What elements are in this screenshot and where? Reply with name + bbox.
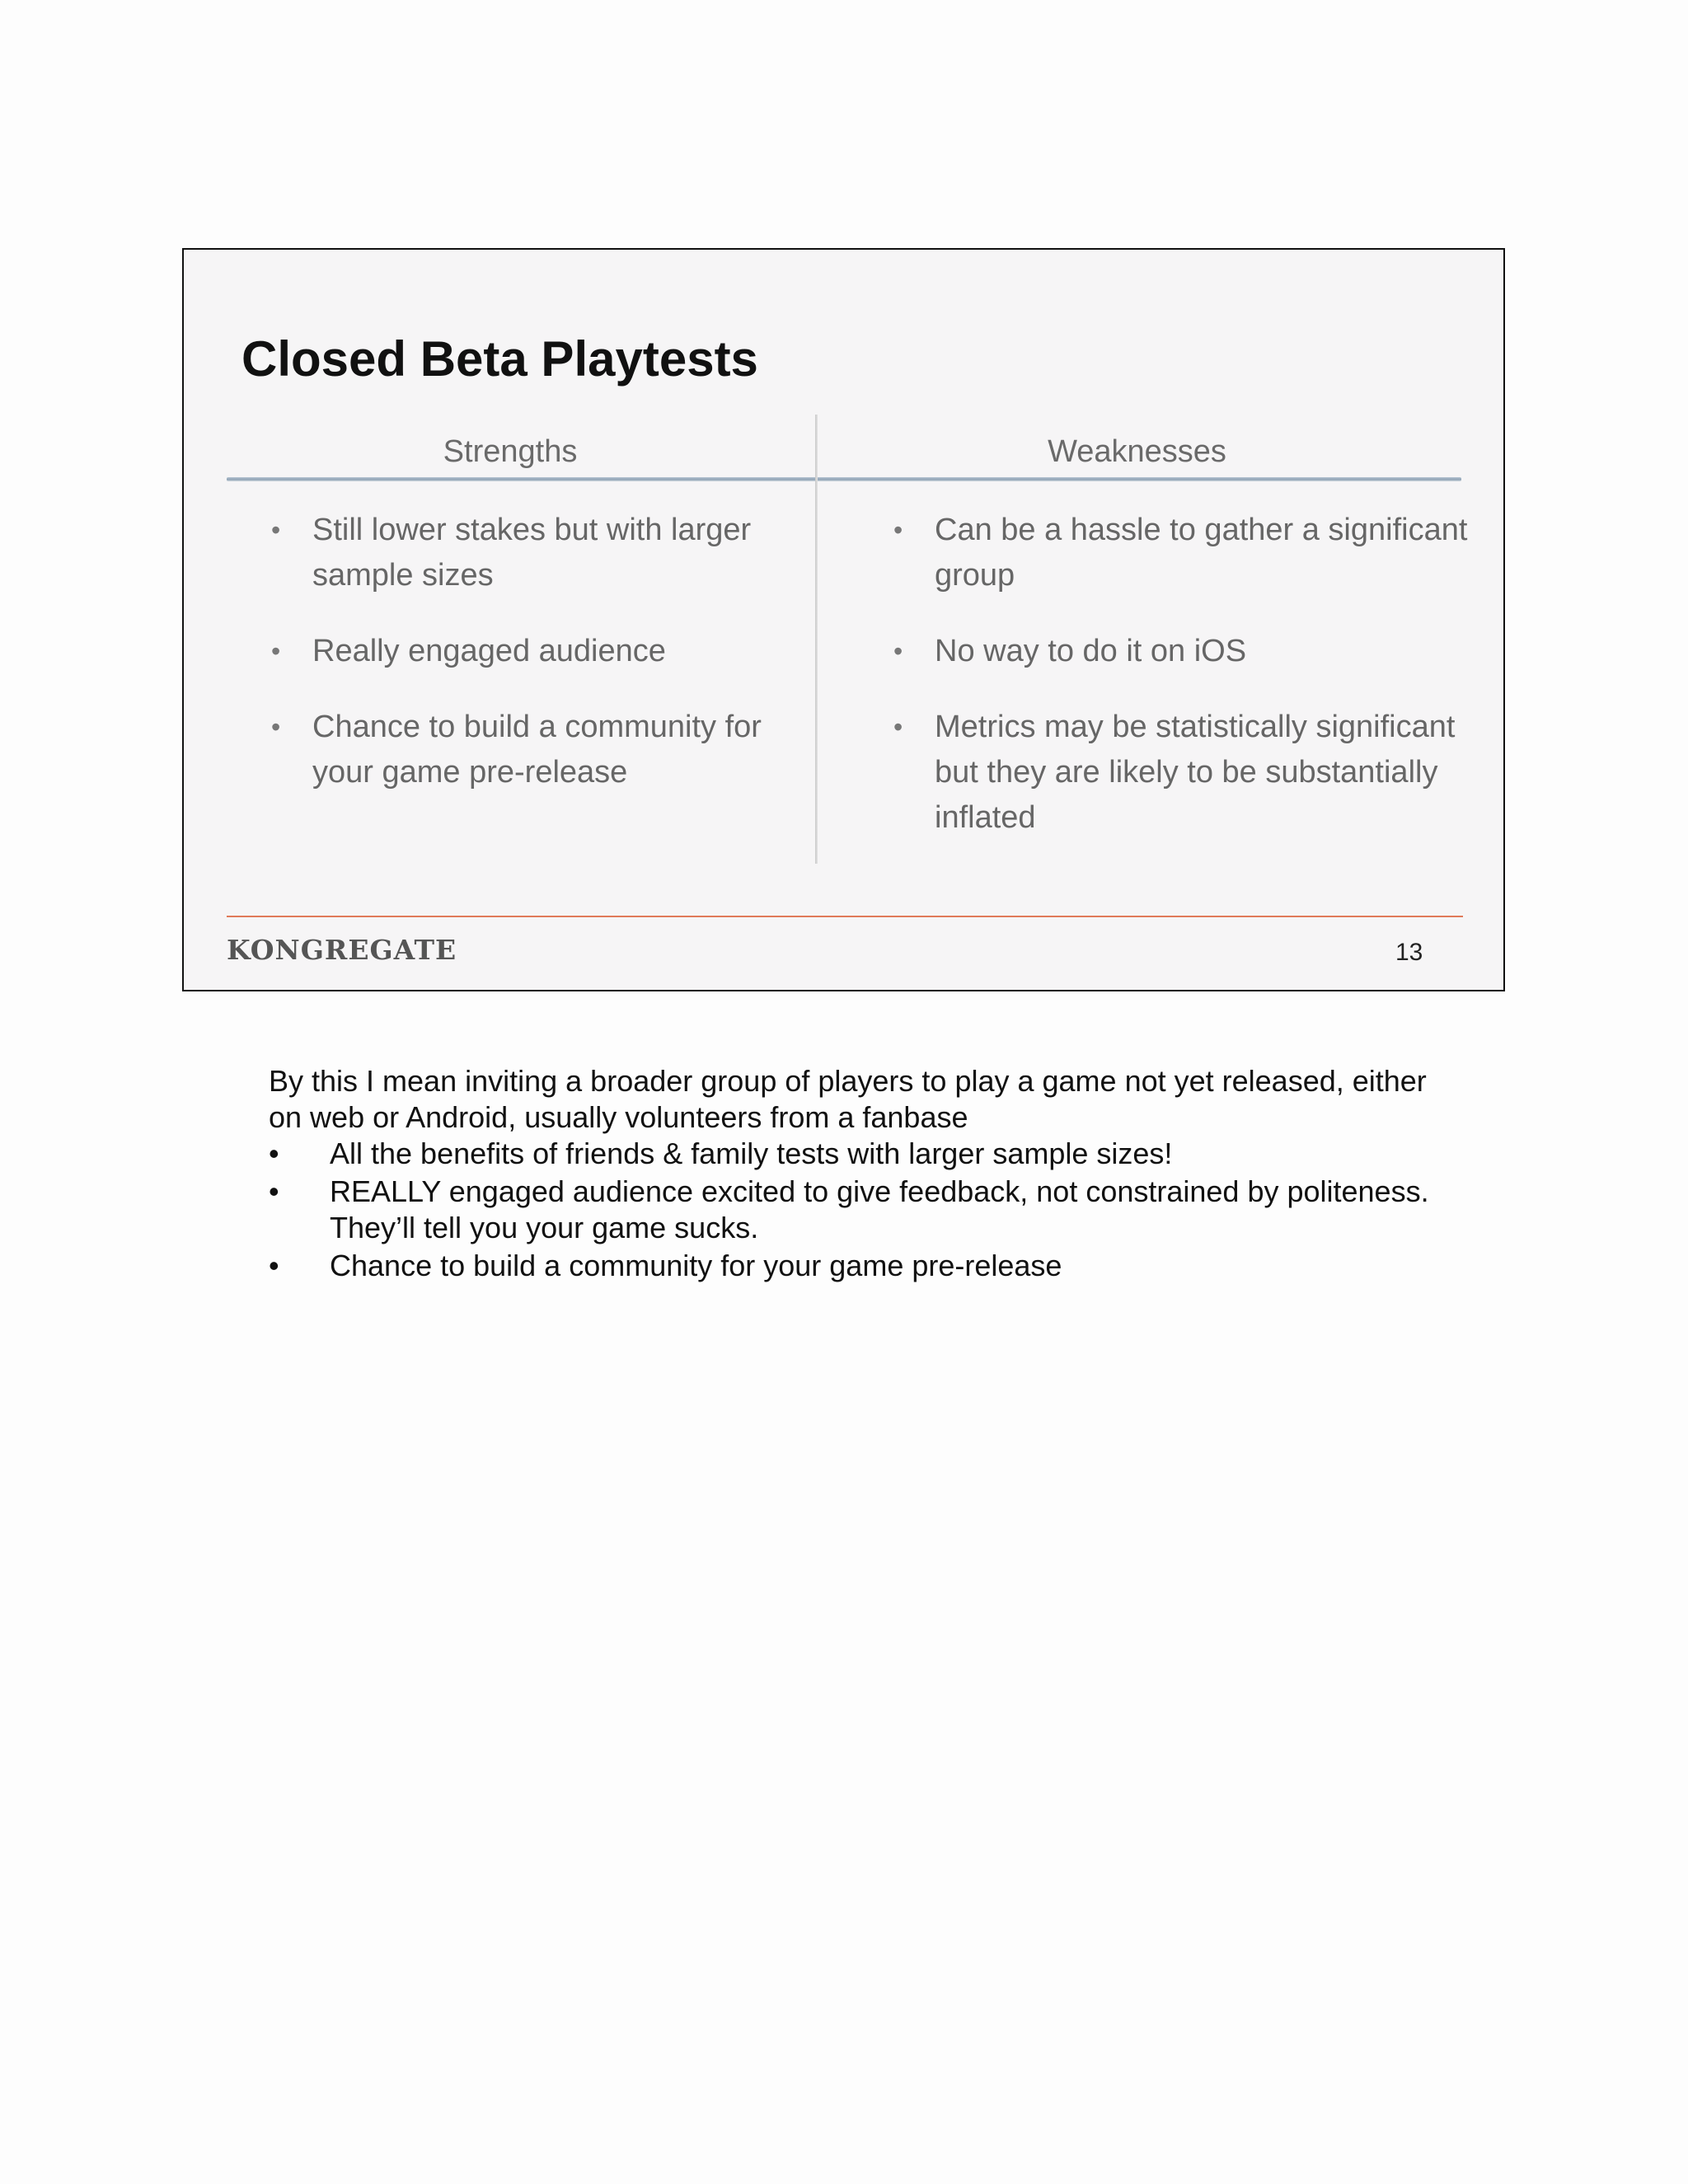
slide-title: Closed Beta Playtests [241,331,758,387]
bullet-icon: • [271,636,281,666]
weakness-item [893,629,1470,674]
bullet-icon: • [271,515,281,545]
header-divider [227,477,1461,481]
column-divider [815,415,818,864]
bullet-icon: • [893,636,903,666]
strength-item [271,705,766,795]
weakness-text: Can be a hassle to gather a significant group [935,513,1468,593]
notes-item [269,1136,1439,1172]
bullet-icon: • [893,515,903,545]
strength-item [271,629,766,674]
strength-text: Still lower stakes but with larger sample sizes [312,513,752,593]
notes-list [269,1136,1439,1284]
notes-item-text: REALLY engaged audience excited to give feedback, not constrained by politeness. They’ll tell you your game sucks. [330,1174,1429,1244]
bullet-icon: • [269,1137,279,1170]
speaker-notes [269,1063,1439,1284]
strengths-list [271,508,766,826]
weakness-item [893,508,1470,598]
weakness-text: No way to do it on iOS [935,634,1247,668]
weakness-text: Metrics may be statistically significant but they are likely to be substantially inflated [935,710,1456,835]
bullet-icon: • [269,1249,279,1282]
notes-item [269,1248,1439,1284]
slide [182,248,1505,991]
kongregate-logo: KONGREGATE [227,934,457,966]
weakness-item [893,705,1470,841]
page-number: 13 [1395,939,1423,966]
notes-item-text: Chance to build a community for your game pre-release [330,1249,1062,1282]
notes-intro: By this I mean inviting a broader group of players to play a game not yet released, either on web or Android, usually volunteers from a fanbase [269,1064,1427,1134]
bullet-icon: • [893,712,903,742]
bullet-icon: • [269,1174,279,1208]
weaknesses-list [893,508,1470,871]
weaknesses-header: Weaknesses [1048,434,1226,469]
strength-item [271,508,766,598]
strength-text: Chance to build a community for your game pre-release [312,710,762,790]
footer-divider [227,916,1463,917]
bullet-icon: • [271,712,281,742]
notes-item-text: All the benefits of friends & family tests with larger sample sizes! [330,1137,1173,1170]
notes-item [269,1174,1439,1246]
strengths-header: Strengths [443,434,578,469]
strength-text: Really engaged audience [312,634,666,668]
